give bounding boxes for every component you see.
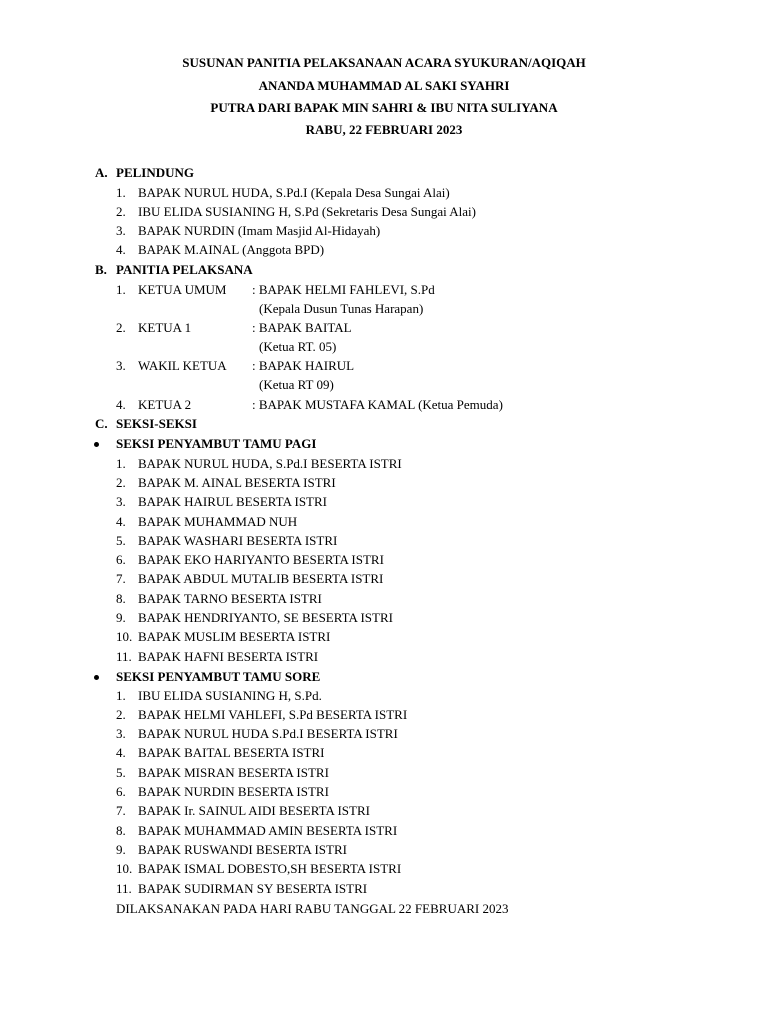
doc-title-line-1: SUSUNAN PANITIA PELAKSANAAN ACARA SYUKURAN/AQIQAH [182,55,586,70]
list-number: 3. [116,358,126,373]
list-number: 4. [116,745,126,760]
role-note: (Kepala Dusun Tunas Harapan) [259,301,424,316]
list-number: 4. [116,514,126,529]
list-item: BAPAK NURDIN BESERTA ISTRI [138,784,329,799]
bullet-icon [94,675,99,680]
list-number: 9. [116,610,126,625]
list-item: IBU ELIDA SUSIANING H, S.Pd (Sekretaris Desa Sungai Alai) [138,204,476,219]
list-item: BAPAK EKO HARIYANTO BESERTA ISTRI [138,552,384,567]
list-item: BAPAK WASHARI BESERTA ISTRI [138,533,338,548]
list-item: BAPAK NURUL HUDA, S.Pd.I (Kepala Desa Sungai Alai) [138,185,450,200]
list-number: 11. [116,649,132,664]
list-item: BAPAK NURUL HUDA S.Pd.I BESERTA ISTRI [138,726,398,741]
list-item: BAPAK MISRAN BESERTA ISTRI [138,765,329,780]
list-item: BAPAK RUSWANDI BESERTA ISTRI [138,842,347,857]
list-item: BAPAK MUHAMMAD AMIN BESERTA ISTRI [138,823,398,838]
role-name: : BAPAK HAIRUL [252,358,355,373]
role-name: : BAPAK HELMI FAHLEVI, S.Pd [252,282,435,297]
list-item: BAPAK MUSLIM BESERTA ISTRI [138,629,331,644]
list-number: 3. [116,494,126,509]
list-item: BAPAK HAIRUL BESERTA ISTRI [138,494,327,509]
list-number: 7. [116,571,126,586]
section-c-title: SEKSI-SEKSI [116,416,197,431]
list-item: BAPAK HAFNI BESERTA ISTRI [138,649,319,664]
list-number: 1. [116,688,126,703]
list-number: 1. [116,185,126,200]
footer-note: DILAKSANAKAN PADA HARI RABU TANGGAL 22 FEBRUARI 2023 [116,901,509,916]
list-number: 9. [116,842,126,857]
role-name: : BAPAK MUSTAFA KAMAL (Ketua Pemuda) [252,397,503,412]
list-item: BAPAK HENDRIYANTO, SE BESERTA ISTRI [138,610,393,625]
list-item: BAPAK TARNO BESERTA ISTRI [138,591,322,606]
section-b-title: PANITIA PELAKSANA [116,262,253,277]
role-label: KETUA UMUM [138,282,227,297]
list-number: 2. [116,707,126,722]
seksi-pagi-title: SEKSI PENYAMBUT TAMU PAGI [116,436,317,451]
role-note: (Ketua RT 09) [259,377,334,392]
list-item: BAPAK NURUL HUDA, S.Pd.I BESERTA ISTRI [138,456,402,471]
list-number: 3. [116,726,126,741]
role-name: : BAPAK BAITAL [252,320,352,335]
list-item: BAPAK NURDIN (Imam Masjid Al-Hidayah) [138,223,381,238]
list-number: 4. [116,397,126,412]
section-c-marker: C. [95,416,108,431]
list-item: BAPAK BAITAL BESERTA ISTRI [138,745,325,760]
list-number: 3. [116,223,126,238]
list-item: BAPAK HELMI VAHLEFI, S.Pd BESERTA ISTRI [138,707,408,722]
seksi-sore-title: SEKSI PENYAMBUT TAMU SORE [116,669,321,684]
list-number: 8. [116,591,126,606]
list-number: 8. [116,823,126,838]
role-note: (Ketua RT. 05) [259,339,337,354]
list-number: 10. [116,861,133,876]
list-number: 10. [116,629,133,644]
list-number: 6. [116,552,126,567]
doc-title-line-3: PUTRA DARI BAPAK MIN SAHRI & IBU NITA SULIYANA [210,100,558,115]
role-label: KETUA 1 [138,320,192,335]
list-item: BAPAK M.AINAL (Anggota BPD) [138,242,325,257]
list-number: 5. [116,765,126,780]
list-number: 5. [116,533,126,548]
role-label: WAKIL KETUA [138,358,227,373]
list-item: BAPAK SUDIRMAN SY BESERTA ISTRI [138,881,368,896]
list-item: BAPAK MUHAMMAD NUH [138,514,298,529]
doc-title-line-4: RABU, 22 FEBRUARI 2023 [305,122,463,137]
list-number: 2. [116,204,126,219]
list-number: 6. [116,784,126,799]
section-a-marker: A. [95,165,108,180]
list-item: BAPAK ISMAL DOBESTO,SH BESERTA ISTRI [138,861,402,876]
role-label: KETUA 2 [138,397,192,412]
list-number: 1. [116,282,126,297]
section-a-title: PELINDUNG [116,165,195,180]
list-number: 1. [116,456,126,471]
bullet-icon [94,442,99,447]
list-number: 7. [116,803,126,818]
list-item: BAPAK ABDUL MUTALIB BESERTA ISTRI [138,571,384,586]
list-number: 2. [116,320,126,335]
list-item: BAPAK Ir. SAINUL AIDI BESERTA ISTRI [138,803,370,818]
list-number: 2. [116,475,126,490]
section-b-marker: B. [95,262,107,277]
list-number: 11. [116,881,132,896]
list-item: IBU ELIDA SUSIANING H, S.Pd. [138,688,322,703]
list-number: 4. [116,242,126,257]
list-item: BAPAK M. AINAL BESERTA ISTRI [138,475,336,490]
doc-title-line-2: ANANDA MUHAMMAD AL SAKI SYAHRI [258,78,510,93]
